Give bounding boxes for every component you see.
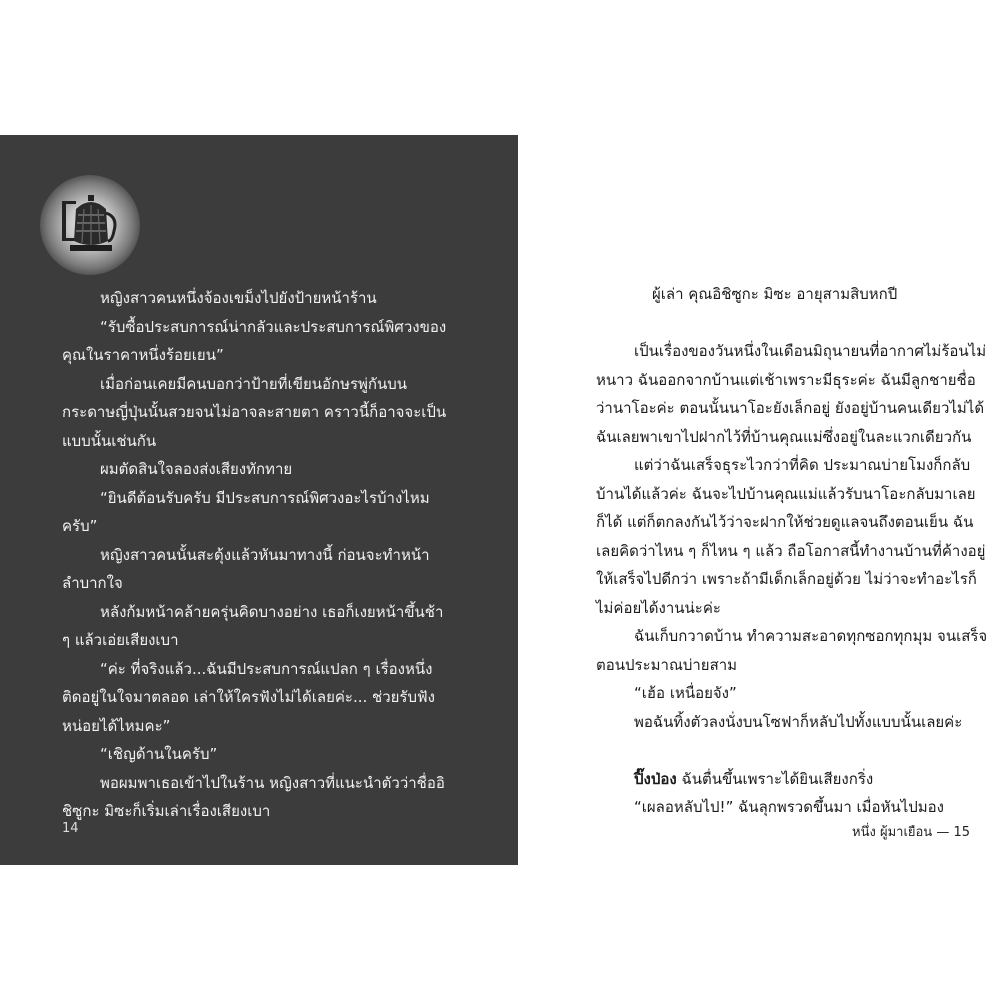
narrator-heading: ผู้เล่า คุณอิชิซูกะ มิซะ อายุสามสิบหกปี xyxy=(652,285,898,303)
left-page-body xyxy=(62,284,450,826)
paragraph xyxy=(596,765,988,794)
paragraph: เป็นเรื่องของวันหนึ่งในเดือนมิถุนายนที่อากาศไม่ร้อนไม่หนาว ฉันออกจากบ้านแต่เช้าเพราะมีธุระค่ะ ฉันมีลูกชายชื่อว่านาโอะค่ะ ตอนนั้นนาโอะยังเล็กอยู่ ยังอยู่บ้านคนเดียวไม่ได้ ฉันเลยพาเขาไปฝากไว้ที่บ้านคุณแม่ซึ่งอยู่ในละแวกเดียวกัน xyxy=(596,342,987,446)
paragraph: ผมตัดสินใจลองส่งเสียงทักทาย xyxy=(100,460,293,478)
paragraph: หลังก้มหน้าคล้ายครุ่นคิดบางอย่าง เธอก็เงยหน้าขึ้นช้า ๆ แล้วเอ่ยเสียงเบา xyxy=(62,602,444,649)
paragraph: “รับซื้อประสบการณ์น่ากลัวและประสบการณ์พิศวงของคุณในราคาหนึ่งร้อยเยน” xyxy=(62,317,447,364)
paragraph: “ค่ะ ที่จริงแล้ว...ฉันมีประสบการณ์แปลก ๆ เรื่องหนึ่งติดอยู่ในใจมาตลอด เล่าให้ใครฟังไม่ได้เลยค่ะ... ช่วยรับฟังหน่อยได้ไหมคะ” xyxy=(62,659,435,735)
paragraph: หญิงสาวคนหนึ่งจ้องเขม็งไปยังป้ายหน้าร้าน xyxy=(100,289,377,307)
paragraph: “ยินดีต้อนรับครับ มีประสบการณ์พิศวงอะไรบ้างไหมครับ” xyxy=(62,488,430,535)
scene-break xyxy=(596,736,988,765)
paragraph: พอผมพาเธอเข้าไปในร้าน หญิงสาวที่แนะนำตัวว่าชื่ออิชิซูกะ มิซะก็เริ่มเล่าเรื่องเสียงเบา xyxy=(62,773,445,820)
paragraph: พอฉันทิ้งตัวลงนั่งบนโซฟาก็หลับไปทั้งแบบนั้นเลยค่ะ xyxy=(634,712,963,731)
right-page xyxy=(518,135,1000,865)
paragraph: ฉันเก็บกวาดบ้าน ทำความสะอาดทุกซอกทุกมุม จนเสร็จตอนประมาณบ่ายสาม xyxy=(596,627,988,674)
paragraph: “เผลอหลับไป!” ฉันลุกพรวดขึ้นมา เมื่อหันไปมอง xyxy=(634,798,944,816)
sound-effect: ปิ๊งป่อง xyxy=(634,769,677,788)
paragraph: แต่ว่าฉันเสร็จธุระไวกว่าที่คิด ประมาณบ่ายโมงก็กลับบ้านได้แล้วค่ะ ฉันจะไปบ้านคุณแม่แล้วรับนาโอะกลับมาเลยก็ได้ แต่ก็ตกลงกันไว้ว่าจะฝากให้ช่วยดูแลจนถึงตอนเย็น ฉันเลยคิดว่าไหน ๆ ก็ไหน ๆ แล้ว ถือโอกาสนี้ทำงานบ้านที่ค้างอยู่ให้เสร็จไปดีกว่า เพราะถ้ามีเด็กเล็กอยู่ด้วย ไม่ว่าจะทำอะไรก็ไม่ค่อยได้งานน่ะค่ะ xyxy=(596,456,986,617)
book-spread xyxy=(0,135,1000,865)
paragraph: “เชิญด้านในครับ” xyxy=(100,745,218,763)
paragraph: เมื่อก่อนเคยมีคนบอกว่าป้ายที่เขียนอักษรพู่กันบนกระดาษญี่ปุ่นนั้นสวยจนไม่อาจละสายตา คราวนี้ก็อาจจะเป็นแบบนั้นเช่นกัน xyxy=(62,374,447,450)
lantern-emblem xyxy=(40,175,140,275)
paragraph-text: ฉันตื่นขึ้นเพราะได้ยินเสียงกริ่ง xyxy=(681,769,874,788)
right-page-body xyxy=(596,280,988,822)
page-number-left: 14 xyxy=(62,821,79,836)
paragraph: “เฮ้อ เหนื่อยจัง” xyxy=(634,684,737,702)
lantern-icon xyxy=(58,191,122,259)
paragraph: หญิงสาวคนนั้นสะดุ้งแล้วหันมาทางนี้ ก่อนจะทำหน้าลำบากใจ xyxy=(62,545,430,592)
running-footer-right: หนึ่ง ผู้มาเยือน — 15 xyxy=(852,825,970,840)
left-page xyxy=(0,135,518,865)
